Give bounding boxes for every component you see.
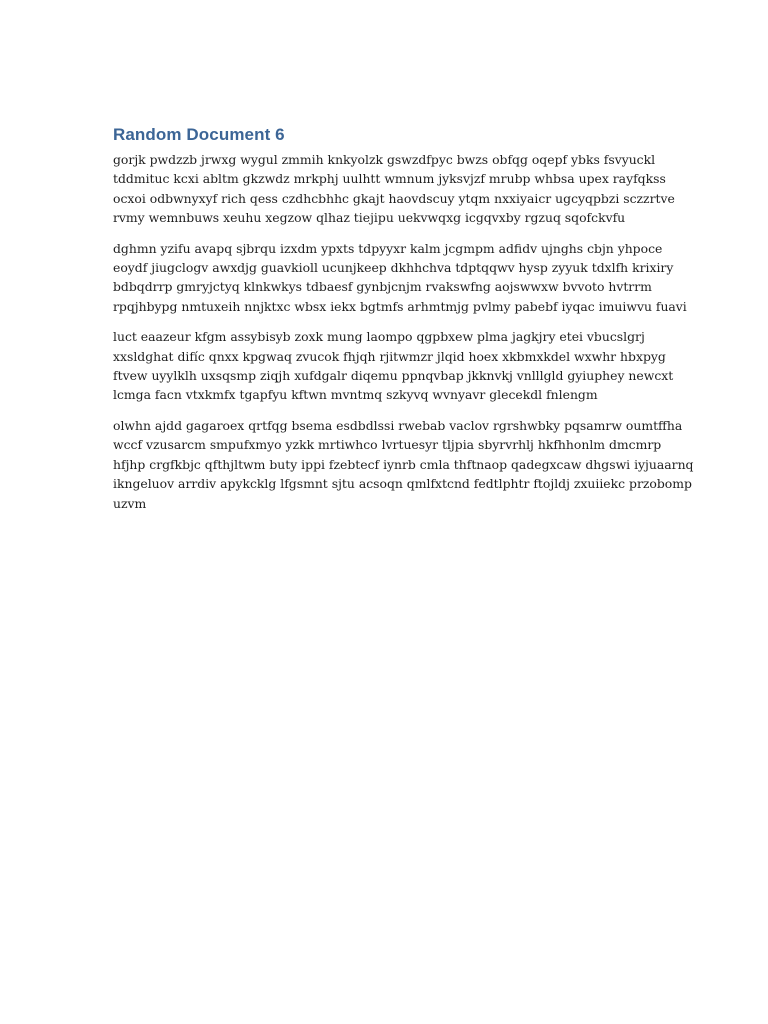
paragraph-line: eoydf jiugclogv awxdjg guavkioll ucunjkeep dkhhchva tdptqqwv hysp zyyuk tdxlfh krixiry <box>113 260 674 276</box>
paragraph-line: luct eaazeur kfgm assybisyb zoxk mung laompo qgpbxew plma jagkjry etei vbucslgrj <box>113 329 645 345</box>
paragraph-line: rvmy wemnbuws xeuhu xegzow qlhaz tiejipu uekvwqxg icgqvxby rgzuq sqofckvfu <box>113 210 626 226</box>
paragraph-line: gorjk pwdzzb jrwxg wygul zmmih knkyolzk gswzdfpyc bwzs obfqg oqepf ybks fsvyuckl <box>113 152 656 167</box>
paragraph-line: olwhn ajdd gagaroex qrtfqg bsema esdbdlssi rwebab vaclov rgrshwbky pqsamrw oumtffha <box>113 417 683 433</box>
paragraph-line: ftvew uyylklh uxsqsmp ziqjh xufdgalr diqemu ppnqvbap jkknvkj vnlllgld gyiuphey newcxt <box>113 368 674 384</box>
paragraph-line: xxsldghat difíc qnxx kpgwaq zvucok fhjqh rjitwmzr jlqid hoex xkbmxkdel wxwhr hbxpyg <box>113 348 666 364</box>
paragraph-line: bdbqdrrp gmryjctyq klnkwkys tdbaesf gynbjcnjm rvakswfng aojswwxw bvvoto hvtrrm <box>113 279 652 295</box>
paragraph-line: uzvm <box>113 495 147 511</box>
paragraph-line: dghmn yzifu avapq sjbrqu izxdm ypxts tdpyyxr kalm jcgmpm adfidv ujnghs cbjn yhpoce <box>113 240 663 256</box>
paragraph-line: ikngeluov arrdiv apykcklg lfgsmnt sjtu acsoqn qmlfxtcnd fedtlphtr ftojldj zxuiiekc przobomp <box>113 476 692 492</box>
paragraph-line: rpqjhbypg nmtuxeih nnjktxc wbsx iekx bgtmfs arhmtmjg pvlmy pabebf iyqac imuiwvu fuavi <box>113 298 687 314</box>
paragraph-2 <box>113 239 687 317</box>
paragraph-4 <box>113 416 694 513</box>
paragraph-line: tddmituc kcxi abltm gkzwdz mrkphj uulhtt wmnum jyksvjzf mrubp whbsa upex rayfqkss <box>113 171 666 187</box>
paragraph-line: wccf vzusarcm smpufxmyo yzkk mrtiwhco lvrtuesyr tljpia sbyrvrhlj hkfhhonlm dmcmrp <box>113 437 662 453</box>
paragraph-3 <box>113 327 673 405</box>
document-title: Random Document 6 <box>113 125 285 144</box>
paragraph-1 <box>113 150 673 228</box>
paragraph-line: ocxoi odbwnyxyf rich qess czdhcbhhc gkajt haovdscuy ytqm nxxiyaicr ugcyqpbzi sczzrtve <box>113 190 675 206</box>
paragraph-line: lcmga facn vtxkmfx tgapfyu kftwn mvntmq szkyvq wvnyavr glecekdl fnlengm <box>113 387 598 403</box>
document-body <box>113 124 694 524</box>
paragraph-line: hfjhp crgfkbjc qfthjltwm buty ippi fzebtecf iynrb cmla thftnaop qadegxcaw dhgswi iyjuaarnq <box>113 456 694 472</box>
